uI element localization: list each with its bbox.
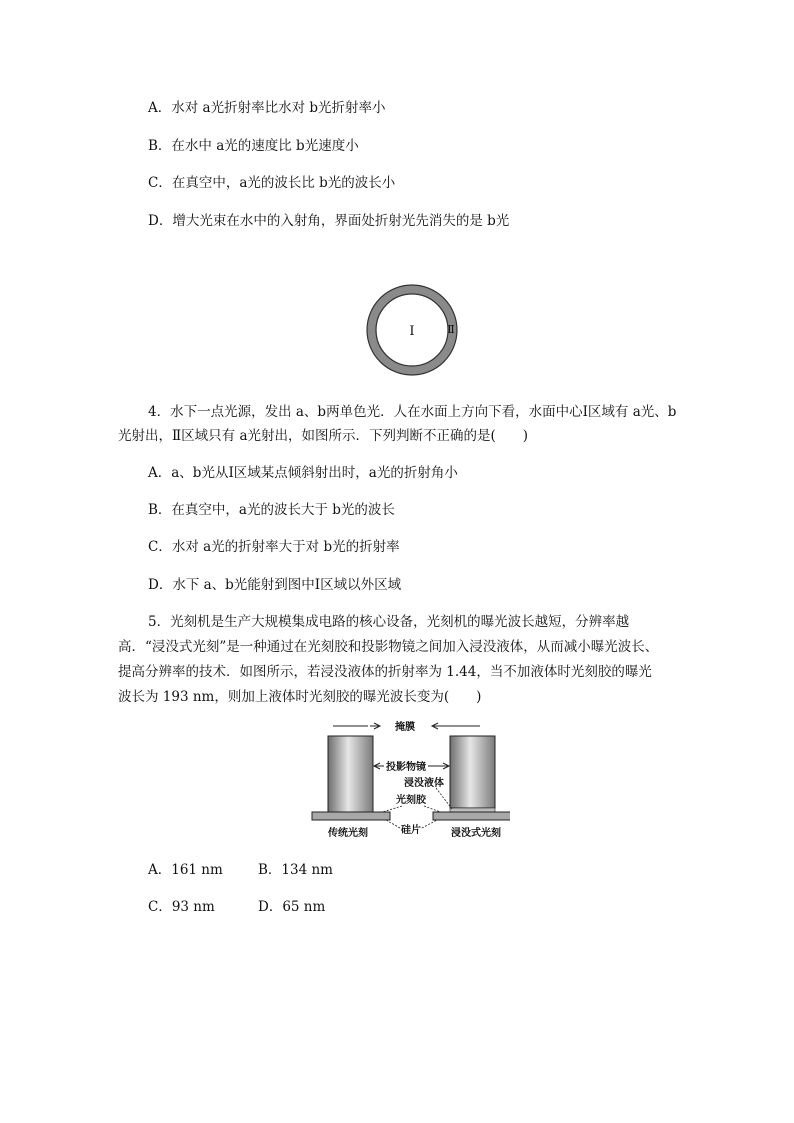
mask-label: 掩膜 xyxy=(395,722,415,733)
ring-figure xyxy=(362,284,462,384)
q4-option-a: A．a、b光从Ⅰ区域某点倾斜射出时，a光的折射角小 xyxy=(148,465,458,481)
region-1-label: Ⅰ xyxy=(409,324,415,339)
resist-label: 光刻胶 xyxy=(396,795,426,806)
q5-option-d: D．65 nm xyxy=(258,899,326,915)
immersion-liquid xyxy=(450,808,495,812)
q5-stem-line2: 高．“浸没式光刻”是一种通过在光刻胶和投影物镜之间加入浸没液体，从而减小曝光波长、 xyxy=(118,639,659,655)
liquid-label: 浸没液体 xyxy=(404,778,444,789)
immersion-caption: 浸没式光刻 xyxy=(451,828,501,839)
right-lens-cylinder xyxy=(450,736,495,808)
q5-stem-line1: 5．光刻机是生产大规模集成电路的核心设备，光刻机的曝光波长越短，分辨率越 xyxy=(148,614,630,630)
lens-label: 投影物镜 xyxy=(386,762,426,773)
traditional-caption: 传统光刻 xyxy=(328,828,368,839)
q4-stem-line2: 光射出，Ⅱ区域只有 a光射出，如图所示．下列判断不正确的是( ) xyxy=(118,428,529,444)
left-lens-cylinder xyxy=(328,736,373,812)
q4-option-b: B．在真空中，a光的波长大于 b光的波长 xyxy=(148,502,395,518)
q3-option-a: A．水对 a光折射率比水对 b光折射率小 xyxy=(148,100,386,116)
q5-stem-line4: 波长为 193 nm，则加上液体时光刻胶的曝光波长变为( ) xyxy=(118,689,482,705)
q3-option-b: B．在水中 a光的速度比 b光速度小 xyxy=(148,138,359,154)
lithography-diagram xyxy=(300,716,510,842)
q4-option-d: D．水下 a、b光能射到图中Ⅰ区域以外区域 xyxy=(148,577,402,593)
q5-option-c: C．93 nm xyxy=(148,899,215,915)
region-2-label: Ⅱ xyxy=(447,323,455,336)
wafer-label: 硅片 xyxy=(401,825,421,836)
q5-stem-line3: 提高分辨率的技术．如图所示，若浸没液体的折射率为 1.44，当不加液体时光刻胶的曝光 xyxy=(118,664,652,680)
left-wafer xyxy=(312,812,390,820)
q4-option-c: C．水对 a光的折射率大于对 b光的折射率 xyxy=(148,539,400,555)
right-wafer xyxy=(433,812,510,820)
q5-option-b: B．134 nm xyxy=(258,862,333,878)
q3-option-c: C．在真空中，a光的波长比 b光的波长小 xyxy=(148,175,396,191)
q4-stem-line1: 4．水下一点光源，发出 a、b两单色光．人在水面上方向下看，水面中心Ⅰ区域有 a光、b xyxy=(148,404,677,420)
q3-option-d: D．增大光束在水中的入射角，界面处折射光先消失的是 b光 xyxy=(148,213,510,229)
q5-option-a: A．161 nm xyxy=(148,862,223,878)
